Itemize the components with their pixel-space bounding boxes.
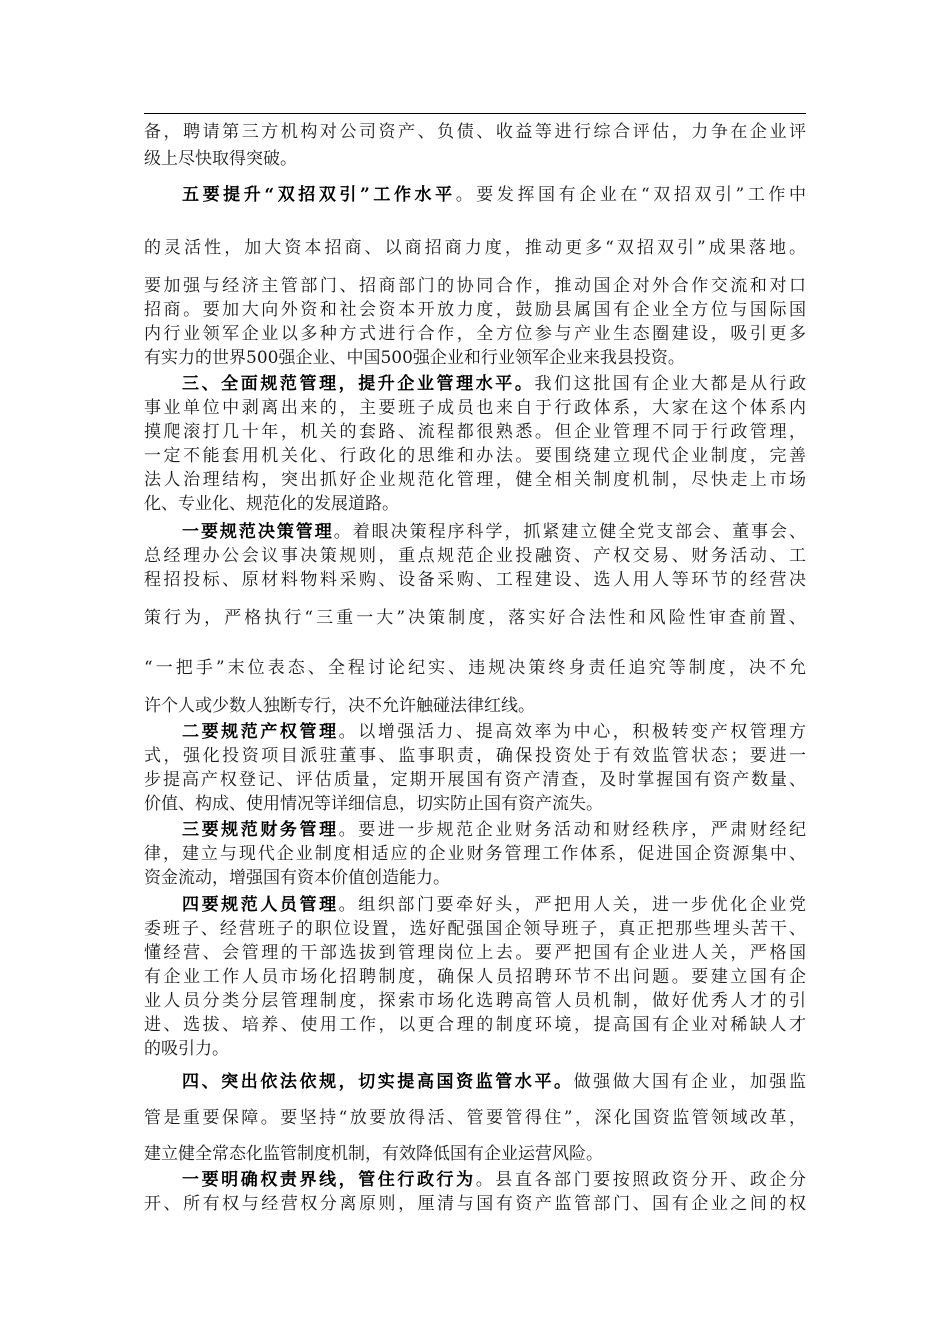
text-line: 事业单位中剥离出来的，主要班子成员也来自于行政体系，大家在这个体系内 bbox=[144, 398, 806, 418]
text-line: 价值、构成、使用情况等详细信息，切实防止国有资产流失。 bbox=[144, 794, 603, 814]
subsection-heading: 三要规范财务管理 bbox=[182, 820, 339, 840]
text-line: 有实力的世界500强企业、中国500强企业和行业领军企业来我县投资。 bbox=[144, 348, 685, 368]
text-line: 有企业工作人员市场化招聘制度，确保人员招聘环节不出问题。要建立国有企 bbox=[144, 967, 806, 987]
subsection-heading: 二要规范产权管理 bbox=[182, 722, 339, 742]
text-line: 程招投标、原材料物料采购、设备采购、工程建设、选人用人等环节的经营决 bbox=[144, 570, 806, 590]
header-rule bbox=[144, 113, 806, 114]
text-line: 法人治理结构，突出抓好企业规范化管理，健全相关制度机制，尽快走上市场 bbox=[144, 470, 806, 490]
text-line: 化、专业化、规范化的发展道路。 bbox=[144, 494, 399, 514]
text-line: 总经理办公会议事决策规则，重点规范企业投融资、产权交易、财务活动、工 bbox=[144, 546, 806, 566]
subsection-heading: 四要规范人员管理 bbox=[182, 895, 339, 915]
text-line: 的吸引力。 bbox=[144, 1039, 229, 1059]
text-line: 管是重要保障。要坚持“放要放得活、管要管得住”，深化国资监管领域改革， bbox=[144, 1108, 806, 1128]
text-line: “一把手”末位表态、全程讨论纪实、违规决策终身责任追究等制度，决不允 bbox=[144, 658, 806, 678]
text-line: 策行为，严格执行“三重一大”决策制度，落实好合法性和风险性审查前置、 bbox=[144, 608, 806, 628]
subsection-line bbox=[182, 1168, 806, 1192]
text-line: 要加强与经济主管部门、招商部门的协同合作，推动国企对外合作交流和对口 bbox=[144, 276, 806, 296]
text-line: 一定不能套用机关化、行政化的思维和办法。要围绕建立现代企业制度，完善 bbox=[144, 446, 806, 466]
text-line: 懂经营、会管理的干部选拔到管理岗位上去。要严把国有企业进人关，严格国 bbox=[144, 943, 806, 963]
text-line: 的灵活性，加大资本招商、以商招商力度，推动更多“双招双引”成果落地。 bbox=[144, 238, 806, 258]
text-segment: 。县直各部门要按照政资分开、政企分 bbox=[475, 1170, 807, 1190]
text-line: 步提高产权登记、评估质量，定期开展国有资产清查，及时掌握国有资产数量、 bbox=[144, 770, 806, 790]
text-line: 内行业领军企业以多种方式进行合作，全方位参与产业生态圈建设，吸引更多 bbox=[144, 324, 806, 344]
subsection-heading: 一要规范决策管理 bbox=[182, 522, 334, 542]
subsection-line bbox=[182, 520, 806, 544]
section-line bbox=[182, 1070, 806, 1094]
text-line: 委班子、经营班子的职位设置，选好配强国企领导班子，真正把那些埋头苦干、 bbox=[144, 919, 806, 939]
text-line: 业人员分类分层管理制度，探索市场化选聘高管人员机制，做好优秀人才的引 bbox=[144, 991, 806, 1011]
section-line bbox=[182, 372, 806, 396]
text-segment: 。组织部门要牵好头，严把用人关，进一步优化企业党 bbox=[338, 895, 807, 915]
section-heading: 三、全面规范管理，提升企业管理水平。 bbox=[182, 374, 535, 394]
text-line: 级上尽快取得突破。 bbox=[144, 149, 297, 169]
section-heading: 四、突出依法依规，切实提高国资监管水平。 bbox=[182, 1072, 574, 1092]
text-line: 资金流动，增强国有资本价值创造能力。 bbox=[144, 868, 450, 888]
subsection-line bbox=[182, 893, 806, 917]
text-segment: 我们这批国有企业大都是从行政 bbox=[534, 374, 807, 394]
text-line: 进、选拔、培养、使用工作，以更合理的制度环境，提高国有企业对稀缺人才 bbox=[144, 1015, 806, 1035]
text-line: 建立健全常态化监管制度机制，有效降低国有企业运营风险。 bbox=[144, 1144, 603, 1164]
text-line: 许个人或少数人独断专行，决不允许触碰法律红线。 bbox=[144, 696, 535, 716]
subsection-heading: 五要提升“双招双引”工作水平 bbox=[182, 185, 456, 205]
text-segment: 。着眼决策程序科学，抓紧建立健全党支部会、董事会、 bbox=[333, 522, 806, 542]
text-segment: 做强做大国有企业，加强监 bbox=[573, 1072, 807, 1092]
text-segment: 。要进一步规范企业财务活动和财经秩序，严肃财经纪 bbox=[338, 820, 807, 840]
text-line: 式，强化投资项目派驻董事、监事职责，确保投资处于有效监管状态；要进一 bbox=[144, 746, 806, 766]
text-segment: 。要发挥国有企业在“双招双引”工作中 bbox=[455, 185, 806, 205]
subsection-heading: 一要明确权责界线，管住行政行为 bbox=[182, 1170, 476, 1190]
text-line: 摸爬滚打几十年，机关的套路、流程都很熟悉。但企业管理不同于行政管理， bbox=[144, 422, 806, 442]
text-line: 律，建立与现代企业制度相适应的企业财务管理工作体系，促进国企资源集中、 bbox=[144, 844, 806, 864]
text-line: 招商。要加大向外资和社会资本开放力度，鼓励县属国有企业全方位与国际国 bbox=[144, 300, 806, 320]
subsection-line bbox=[182, 183, 806, 207]
subsection-line bbox=[182, 720, 806, 744]
text-line: 备，聘请第三方机构对公司资产、负债、收益等进行综合评估，力争在企业评 bbox=[144, 122, 806, 142]
text-line: 开、所有权与经营权分离原则，厘清与国有资产监管部门、国有企业之间的权 bbox=[144, 1194, 806, 1214]
subsection-line bbox=[182, 818, 806, 842]
text-segment: 。以增强活力、提高效率为中心，积极转变产权管理方 bbox=[338, 722, 807, 742]
